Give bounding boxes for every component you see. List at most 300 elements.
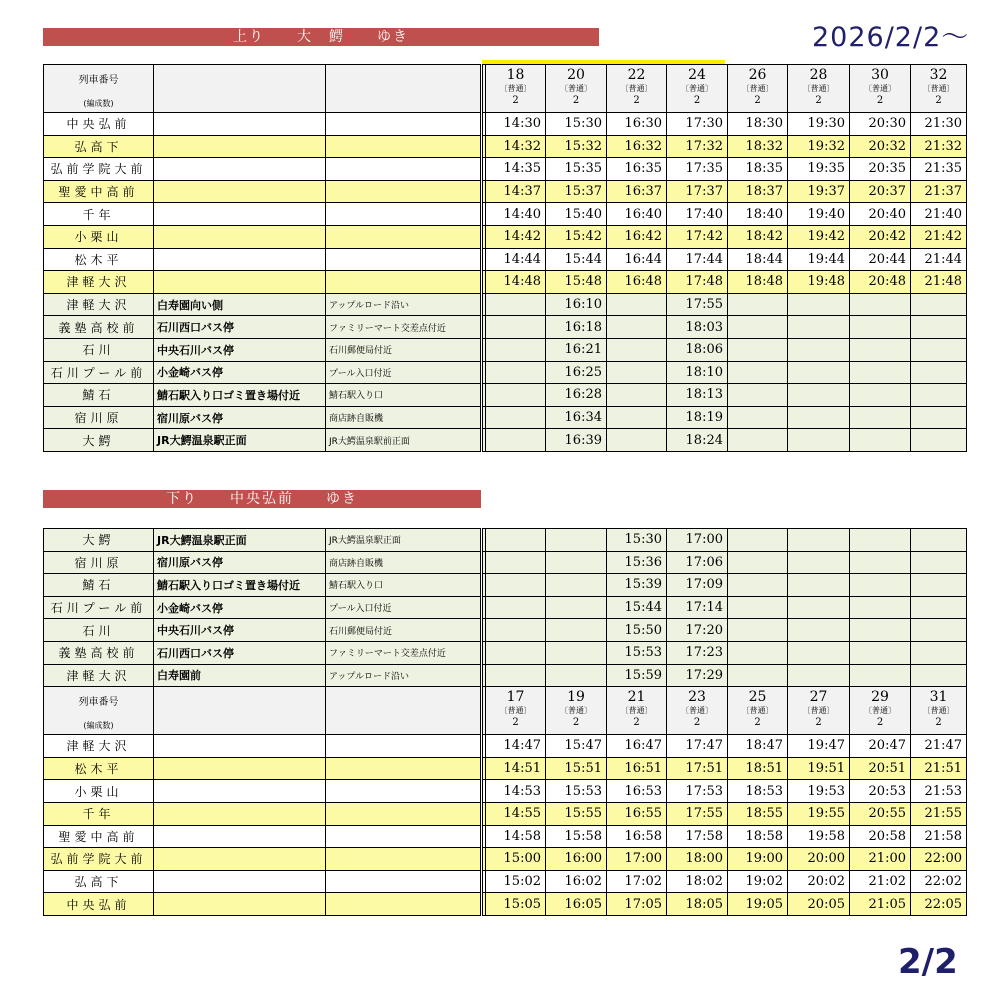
up-direction-title: 上り 大 鰐 ゆき — [233, 29, 409, 45]
empty-cell — [154, 780, 326, 803]
bus-departure-time — [850, 429, 911, 452]
bus-departure-time: 16:39 — [546, 429, 607, 452]
departure-time: 14:58 — [486, 825, 546, 848]
departure-time: 16:47 — [607, 735, 667, 758]
car-count-label: (編成数) — [83, 721, 114, 731]
bus-departure-time: 15:36 — [607, 551, 667, 574]
train-car-count: 2 — [754, 95, 761, 106]
bus-stop-location: 石川郵便局付近 — [326, 619, 482, 642]
train-car-count: 2 — [633, 95, 640, 106]
departure-time: 16:44 — [607, 248, 667, 271]
rail-station-row — [44, 225, 967, 248]
departure-time: 18:55 — [728, 802, 788, 825]
bus-departure-time — [728, 551, 788, 574]
bus-departure-time — [728, 293, 788, 316]
bus-stop-location: ファミリーマート交差点付近 — [326, 316, 482, 339]
train-type: 〔普通〕 — [864, 84, 896, 93]
bus-stop-name: 白寿園向い側 — [154, 293, 326, 316]
empty-cell — [326, 158, 482, 181]
bus-stop-row — [44, 406, 967, 429]
departure-time: 18:05 — [667, 893, 728, 916]
bus-departure-time — [911, 664, 967, 687]
train-number-label: 列車番号 — [78, 697, 119, 709]
empty-cell — [154, 158, 326, 181]
departure-time: 21:58 — [911, 825, 967, 848]
bus-departure-time — [850, 664, 911, 687]
rail-station-row — [44, 848, 967, 871]
bus-stop-row — [44, 551, 967, 574]
bus-stop-name: 中央石川バス停 — [154, 338, 326, 361]
train-type: 〔普通〕 — [499, 84, 532, 93]
train-type: 〔普通〕 — [620, 706, 653, 716]
train-header-cell — [546, 687, 607, 735]
departure-time: 18:30 — [728, 113, 788, 136]
station-name: 小栗山 — [44, 780, 154, 803]
departure-time: 15:48 — [546, 271, 607, 294]
departure-time: 14:42 — [486, 225, 546, 248]
down-timetable — [43, 528, 967, 916]
empty-cell — [154, 113, 326, 136]
departure-time: 19:30 — [788, 113, 850, 136]
bus-stop-name: 白寿園前 — [154, 664, 326, 687]
train-header-cell — [911, 65, 967, 113]
departure-time: 21:40 — [911, 203, 967, 226]
departure-time: 15:00 — [486, 848, 546, 871]
departure-time: 17:58 — [667, 825, 728, 848]
down-direction-title: 下り 中央弘前 ゆき — [166, 491, 358, 507]
departure-time: 16:55 — [607, 802, 667, 825]
empty-cell — [154, 825, 326, 848]
station-name: 松木平 — [44, 248, 154, 271]
departure-time: 21:55 — [911, 802, 967, 825]
departure-time: 15:53 — [546, 780, 607, 803]
station-name: 義塾高校前 — [44, 316, 154, 339]
bus-departure-time — [911, 429, 967, 452]
departure-time: 18:48 — [728, 271, 788, 294]
bus-departure-time — [911, 619, 967, 642]
train-car-count: 2 — [935, 95, 942, 106]
departure-time: 15:47 — [546, 735, 607, 758]
departure-time: 21:00 — [850, 848, 911, 871]
bus-departure-time — [911, 293, 967, 316]
departure-time: 15:55 — [546, 802, 607, 825]
empty-cell — [326, 870, 482, 893]
train-car-count: 2 — [572, 717, 580, 729]
departure-time: 15:37 — [546, 180, 607, 203]
bus-departure-time — [788, 664, 850, 687]
train-type: 〔普通〕 — [802, 84, 835, 93]
departure-time: 15:40 — [546, 203, 607, 226]
bus-departure-time: 17:06 — [667, 551, 728, 574]
bus-departure-time: 16:18 — [546, 316, 607, 339]
bus-departure-time — [728, 406, 788, 429]
train-number: 29 — [871, 689, 889, 706]
bus-departure-time — [911, 574, 967, 597]
empty-cell — [154, 271, 326, 294]
departure-time: 18:51 — [728, 757, 788, 780]
departure-time: 16:48 — [607, 271, 667, 294]
departure-time: 22:00 — [911, 848, 967, 871]
train-type: 〔普通〕 — [741, 84, 774, 93]
station-name: 石川 — [44, 619, 154, 642]
bus-departure-time — [850, 361, 911, 384]
bus-departure-time — [728, 361, 788, 384]
departure-time: 16:42 — [607, 225, 667, 248]
bus-departure-time — [607, 384, 667, 407]
rail-station-row — [44, 825, 967, 848]
bus-departure-time — [728, 641, 788, 664]
train-number-label: 列車番号 — [78, 75, 119, 86]
bus-departure-time — [728, 529, 788, 552]
station-name: 大鰐 — [44, 529, 154, 552]
departure-time: 18:40 — [728, 203, 788, 226]
bus-departure-time — [486, 574, 546, 597]
bus-departure-time — [911, 551, 967, 574]
rail-station-row — [44, 158, 967, 181]
bus-stop-name: 小金崎バス停 — [154, 596, 326, 619]
bus-departure-time — [911, 529, 967, 552]
bus-departure-time: 15:44 — [607, 596, 667, 619]
departure-time: 17:53 — [667, 780, 728, 803]
train-car-count: 2 — [815, 95, 822, 106]
bus-departure-time — [486, 596, 546, 619]
bus-departure-time: 15:53 — [607, 641, 667, 664]
departure-time: 15:32 — [546, 135, 607, 158]
departure-time: 16:32 — [607, 135, 667, 158]
train-car-count: 2 — [754, 717, 761, 729]
train-number: 19 — [567, 689, 585, 706]
rail-station-row — [44, 113, 967, 136]
departure-time: 16:02 — [546, 870, 607, 893]
empty-cell — [154, 203, 326, 226]
departure-time: 21:37 — [911, 180, 967, 203]
departure-time: 19:42 — [788, 225, 850, 248]
empty-cell — [326, 248, 482, 271]
departure-time: 20:42 — [850, 225, 911, 248]
station-name: 弘前学院大前 — [44, 848, 154, 871]
bus-departure-time — [788, 529, 850, 552]
departure-time: 18:32 — [728, 135, 788, 158]
empty-cell — [326, 135, 482, 158]
bus-stop-name: 小金崎バス停 — [154, 361, 326, 384]
train-header-cell — [486, 687, 546, 735]
departure-time: 19:47 — [788, 735, 850, 758]
station-name: 千年 — [44, 802, 154, 825]
bus-departure-time — [486, 406, 546, 429]
departure-time: 21:02 — [850, 870, 911, 893]
bus-departure-time — [911, 406, 967, 429]
empty-cell — [154, 893, 326, 916]
bus-stop-name: 石川西口バス停 — [154, 316, 326, 339]
empty-cell — [154, 248, 326, 271]
departure-time: 21:42 — [911, 225, 967, 248]
station-name: 石川プール前 — [44, 361, 154, 384]
train-number: 17 — [506, 689, 525, 706]
bus-stop-row — [44, 619, 967, 642]
bus-stop-location: アップルロード沿い — [326, 664, 482, 687]
train-number-label-cell — [44, 687, 154, 735]
departure-time: 14:30 — [486, 113, 546, 136]
departure-time: 14:48 — [486, 271, 546, 294]
train-header-cell — [911, 687, 967, 735]
station-name: 小栗山 — [44, 225, 154, 248]
empty-cell — [326, 203, 482, 226]
bus-departure-time: 17:14 — [667, 596, 728, 619]
departure-time: 14:35 — [486, 158, 546, 181]
departure-time: 17:48 — [667, 271, 728, 294]
train-car-count: 2 — [876, 717, 884, 729]
bus-departure-time: 17:09 — [667, 574, 728, 597]
station-name: 中央弘前 — [44, 893, 154, 916]
station-name: 津軽大沢 — [44, 293, 154, 316]
bus-departure-time — [850, 384, 911, 407]
departure-time: 21:53 — [911, 780, 967, 803]
train-car-count: 2 — [512, 95, 519, 106]
departure-time: 19:53 — [788, 780, 850, 803]
train-number: 27 — [809, 689, 828, 706]
departure-time: 16:00 — [546, 848, 607, 871]
empty-cell — [326, 893, 482, 916]
train-car-count: 2 — [693, 95, 701, 106]
bus-stop-name: 鯖石駅入り口ゴミ置き場付近 — [154, 384, 326, 407]
train-type: 〔普通〕 — [620, 84, 653, 93]
train-header-cell — [728, 65, 788, 113]
train-number: 25 — [748, 689, 767, 706]
up-timetable — [43, 64, 967, 452]
bus-departure-time — [850, 529, 911, 552]
bus-departure-time — [788, 429, 850, 452]
bus-stop-row — [44, 361, 967, 384]
departure-time: 20:48 — [850, 271, 911, 294]
bus-departure-time: 17:20 — [667, 619, 728, 642]
empty-cell — [326, 735, 482, 758]
departure-time: 14:51 — [486, 757, 546, 780]
train-number-header-row — [44, 687, 967, 735]
departure-time: 20:02 — [788, 870, 850, 893]
station-name: 鯖石 — [44, 574, 154, 597]
bus-stop-row — [44, 316, 967, 339]
departure-time: 15:58 — [546, 825, 607, 848]
bus-stop-row — [44, 429, 967, 452]
train-number: 28 — [809, 67, 828, 83]
bus-stop-location: JR大鰐温泉駅前正面 — [326, 429, 482, 452]
up-direction-banner — [43, 28, 599, 46]
departure-time: 14:40 — [486, 203, 546, 226]
departure-time: 16:30 — [607, 113, 667, 136]
bus-departure-time: 15:50 — [607, 619, 667, 642]
bus-departure-time — [788, 574, 850, 597]
departure-time: 19:05 — [728, 893, 788, 916]
train-header-cell — [667, 65, 728, 113]
departure-time: 17:42 — [667, 225, 728, 248]
bus-departure-time — [850, 551, 911, 574]
departure-time: 22:02 — [911, 870, 967, 893]
departure-time: 19:58 — [788, 825, 850, 848]
train-type: 〔普通〕 — [560, 84, 592, 93]
bus-departure-time — [728, 596, 788, 619]
departure-time: 15:02 — [486, 870, 546, 893]
station-name: 津軽大沢 — [44, 735, 154, 758]
empty-cell — [326, 757, 482, 780]
departure-time: 16:53 — [607, 780, 667, 803]
station-name: 鯖石 — [44, 384, 154, 407]
departure-time: 19:55 — [788, 802, 850, 825]
bus-departure-time — [850, 406, 911, 429]
departure-time: 17:35 — [667, 158, 728, 181]
departure-time: 17:55 — [667, 802, 728, 825]
station-name: 義塾高校前 — [44, 641, 154, 664]
bus-departure-time: 15:39 — [607, 574, 667, 597]
bus-departure-time: 16:10 — [546, 293, 607, 316]
rail-station-row — [44, 802, 967, 825]
departure-time: 14:47 — [486, 735, 546, 758]
bus-departure-time — [911, 338, 967, 361]
departure-time: 20:35 — [850, 158, 911, 181]
bus-departure-time — [728, 316, 788, 339]
bus-departure-time: 15:59 — [607, 664, 667, 687]
station-name: 津軽大沢 — [44, 271, 154, 294]
train-type: 〔普通〕 — [499, 706, 532, 716]
bus-departure-time — [728, 619, 788, 642]
station-name: 弘高下 — [44, 870, 154, 893]
rail-station-row — [44, 870, 967, 893]
departure-time: 19:35 — [788, 158, 850, 181]
departure-time: 21:48 — [911, 271, 967, 294]
empty-cell — [326, 271, 482, 294]
bus-departure-time — [911, 316, 967, 339]
bus-departure-time — [607, 429, 667, 452]
car-count-label: (編成数) — [83, 99, 114, 108]
departure-time: 19:37 — [788, 180, 850, 203]
departure-time: 21:35 — [911, 158, 967, 181]
bus-departure-time: 16:28 — [546, 384, 607, 407]
bus-departure-time — [486, 664, 546, 687]
station-name: 聖愛中高前 — [44, 180, 154, 203]
bus-departure-time — [546, 551, 607, 574]
bus-departure-time — [911, 384, 967, 407]
station-name: 津軽大沢 — [44, 664, 154, 687]
departure-time: 14:44 — [486, 248, 546, 271]
departure-time: 14:53 — [486, 780, 546, 803]
bus-departure-time — [486, 338, 546, 361]
station-name: 宿川原 — [44, 551, 154, 574]
bus-stop-row — [44, 293, 967, 316]
empty-cell — [154, 687, 326, 735]
departure-time: 18:37 — [728, 180, 788, 203]
bus-departure-time: 16:21 — [546, 338, 607, 361]
train-number-label-cell — [44, 65, 154, 113]
train-type: 〔普通〕 — [864, 706, 896, 716]
departure-time: 17:00 — [607, 848, 667, 871]
bus-departure-time — [788, 293, 850, 316]
train-header-cell — [607, 687, 667, 735]
station-name: 中央弘前 — [44, 113, 154, 136]
departure-time: 16:40 — [607, 203, 667, 226]
bus-stop-location: 商店跡自販機 — [326, 406, 482, 429]
bus-departure-time — [486, 361, 546, 384]
empty-cell — [326, 848, 482, 871]
train-number-header-row — [44, 65, 967, 113]
train-type: 〔普通〕 — [922, 84, 955, 93]
bus-departure-time: 16:34 — [546, 406, 607, 429]
departure-time: 14:32 — [486, 135, 546, 158]
departure-time: 20:32 — [850, 135, 911, 158]
departure-time: 18:35 — [728, 158, 788, 181]
bus-stop-location: 商店跡自販機 — [326, 551, 482, 574]
train-header-cell — [788, 65, 850, 113]
bus-departure-time: 17:55 — [667, 293, 728, 316]
departure-time: 19:00 — [728, 848, 788, 871]
bus-departure-time: 18:03 — [667, 316, 728, 339]
departure-time: 19:32 — [788, 135, 850, 158]
bus-departure-time — [607, 406, 667, 429]
bus-stop-row — [44, 664, 967, 687]
bus-departure-time — [486, 429, 546, 452]
bus-departure-time — [607, 338, 667, 361]
train-number: 30 — [871, 67, 889, 83]
train-type: 〔普通〕 — [681, 84, 713, 93]
train-header-cell — [850, 687, 911, 735]
train-number: 26 — [748, 67, 767, 83]
bus-departure-time: 18:10 — [667, 361, 728, 384]
bus-departure-time: 18:19 — [667, 406, 728, 429]
departure-time: 18:02 — [667, 870, 728, 893]
empty-cell — [326, 225, 482, 248]
train-header-cell — [850, 65, 911, 113]
bus-stop-location: プール入口付近 — [326, 596, 482, 619]
bus-departure-time — [607, 316, 667, 339]
train-number: 18 — [506, 67, 525, 83]
empty-cell — [326, 113, 482, 136]
train-type: 〔普通〕 — [741, 706, 774, 716]
bus-departure-time — [850, 338, 911, 361]
departure-time: 20:55 — [850, 802, 911, 825]
bus-departure-time — [911, 361, 967, 384]
departure-time: 20:58 — [850, 825, 911, 848]
station-name: 聖愛中高前 — [44, 825, 154, 848]
departure-time: 16:35 — [607, 158, 667, 181]
bus-departure-time — [911, 641, 967, 664]
bus-departure-time — [788, 596, 850, 619]
bus-departure-time: 18:13 — [667, 384, 728, 407]
train-number: 23 — [688, 689, 706, 706]
train-car-count: 2 — [693, 717, 701, 729]
bus-stop-location: アップルロード沿い — [326, 293, 482, 316]
departure-time: 19:48 — [788, 271, 850, 294]
bus-stop-location: ファミリーマート交差点付近 — [326, 641, 482, 664]
bus-departure-time — [850, 596, 911, 619]
rail-station-row — [44, 757, 967, 780]
bus-stop-row — [44, 596, 967, 619]
bus-departure-time — [850, 619, 911, 642]
bus-stop-row — [44, 641, 967, 664]
train-car-count: 2 — [815, 717, 822, 729]
bus-stop-location: JR大鰐温泉駅正面 — [326, 529, 482, 552]
bus-stop-name: JR大鰐温泉駅正面 — [154, 429, 326, 452]
empty-cell — [326, 687, 482, 735]
train-car-count: 2 — [935, 717, 942, 729]
empty-cell — [154, 802, 326, 825]
departure-time: 18:42 — [728, 225, 788, 248]
departure-time: 20:51 — [850, 757, 911, 780]
empty-cell — [154, 735, 326, 758]
departure-time: 20:05 — [788, 893, 850, 916]
bus-departure-time — [486, 551, 546, 574]
departure-time: 20:47 — [850, 735, 911, 758]
bus-departure-time — [850, 316, 911, 339]
bus-departure-time: 18:24 — [667, 429, 728, 452]
departure-time: 19:44 — [788, 248, 850, 271]
